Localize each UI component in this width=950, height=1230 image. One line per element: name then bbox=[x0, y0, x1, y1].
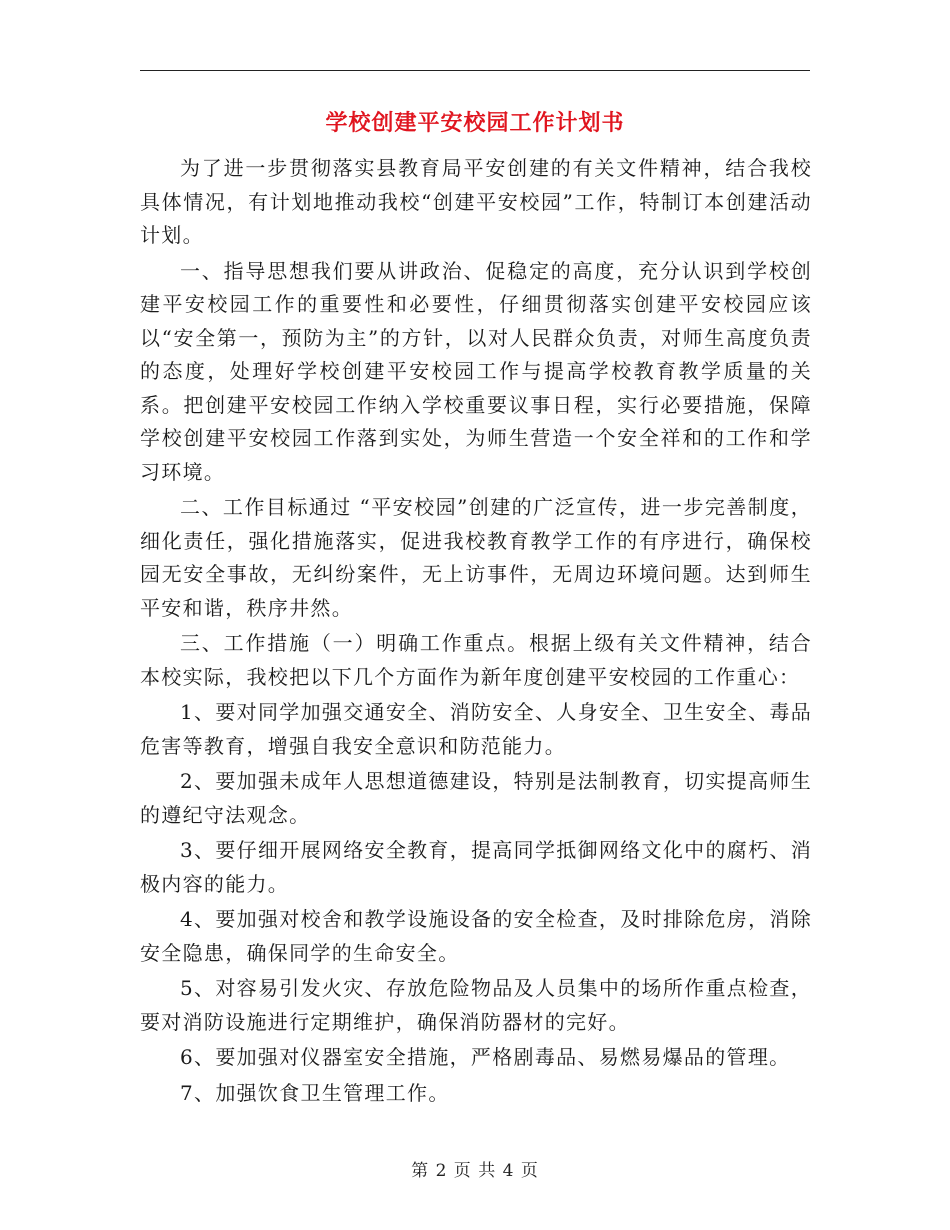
measure-item-2: 2、要加强未成年人思想道德建设，特别是法制教育，切实提高师生的遵纪守法观念。 bbox=[140, 769, 812, 827]
measure-item-7: 7、加强饮食卫生管理工作。 bbox=[180, 1080, 450, 1105]
header-rule bbox=[140, 70, 810, 71]
document-title: 学校创建平安校园工作计划书 bbox=[325, 110, 625, 136]
measure-item-6: 6、要加强对仪器室安全措施，严格剧毒品、易燃易爆品的管理。 bbox=[180, 1045, 791, 1069]
measure-item-4: 4、要加强对校舍和教学设施设备的安全检查，及时排除危房，消除安全隐患，确保同学的生命安全。 bbox=[140, 907, 812, 965]
page-number: 第 2 页 共 4 页 bbox=[411, 1161, 539, 1181]
measure-item-1: 1、要对同学加强交通安全、消防安全、人身安全、卫生安全、毒品危害等教育，增强自我安全意识和防范能力。 bbox=[140, 700, 812, 758]
intro-paragraph: 为了进一步贯彻落实县教育局平安创建的有关文件精神，结合我校具体情况，有计划地推动我校“创建平安校园”工作，特制订本创建活动计划。 bbox=[140, 156, 812, 247]
guiding-ideology-paragraph: 一、指导思想我们要从讲政治、促稳定的高度，充分认识到学校创建平安校园工作的重要性和必要性，仔细贯彻落实创建平安校园应该以“安全第一，预防为主”的方针，以对人民群众负责，对师生高度负责的态度，处理好学校创建平安校园工作与提高学校教育教学质量的关系。把创建平安校园工作纳入学校重要议事日程，实行必要措施，保障学校创建平安校园工作落到实处，为师生营造一个安全祥和的工作和学习环境。 bbox=[140, 258, 812, 484]
document-body bbox=[140, 152, 812, 1112]
work-goals-paragraph: 二、工作目标通过 “平安校园”创建的广泛宣传，进一步完善制度，细化责任，强化措施落实，促进我校教育教学工作的有序进行，确保校园无安全事故，无纠纷案件，无上访事件，无周边环境问题。达到师生平安和谐，秩序井然。 bbox=[140, 495, 812, 620]
measure-item-5: 5、对容易引发火灾、存放危险物品及人员集中的场所作重点检查，要对消防设施进行定期维护，确保消防器材的完好。 bbox=[140, 976, 812, 1034]
work-measures-paragraph: 三、工作措施（一）明确工作重点。根据上级有关文件精神，结合本校实际，我校把以下几个方面作为新年度创建平安校园的工作重心： bbox=[140, 631, 812, 689]
measure-item-3: 3、要仔细开展网络安全教育，提高同学抵御网络文化中的腐朽、消极内容的能力。 bbox=[140, 838, 812, 896]
